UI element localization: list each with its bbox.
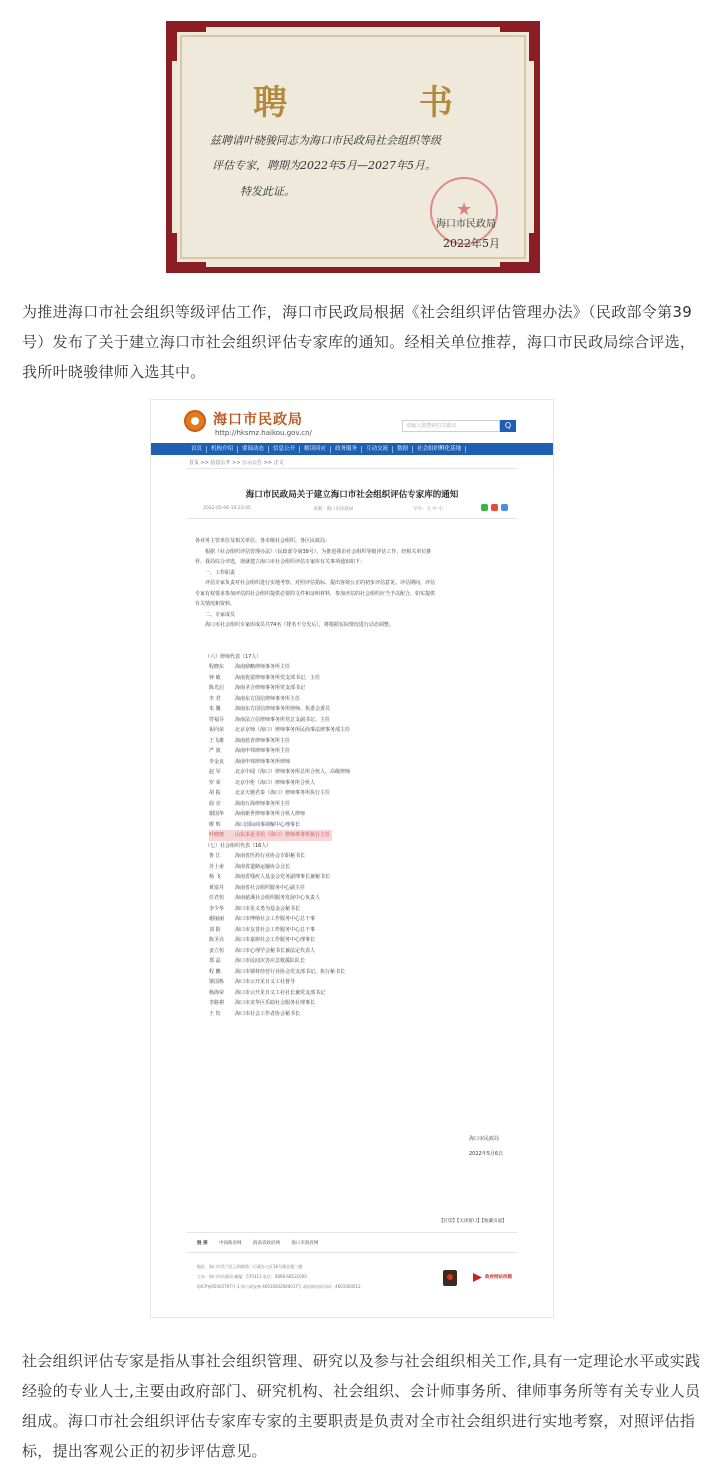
member-entry — [209, 801, 290, 807]
member-row — [195, 799, 513, 810]
member-name: 谢国华 — [209, 811, 225, 817]
member-entry — [209, 916, 315, 922]
member-entry — [209, 706, 330, 712]
member-row — [195, 830, 513, 841]
site-header — [151, 400, 553, 442]
weibo-share-icon[interactable] — [491, 504, 498, 511]
divider — [187, 1252, 517, 1253]
member-name: 陈圣亮 — [209, 937, 225, 943]
member-entry — [209, 948, 315, 954]
member-organization: 海口市见义勇为基金会秘书长 — [235, 905, 301, 912]
nav-item[interactable]: 政务服务 — [331, 446, 362, 453]
certificate-text-line: 兹聘请叶晓骏同志为海口市民政局社会组织等级 — [210, 134, 441, 147]
member-organization: 海南省道路运输协会会长 — [235, 863, 291, 870]
member-row — [195, 673, 513, 684]
member-organization: 海南圣合律师事务所党支部书记 — [235, 685, 306, 691]
member-row — [195, 778, 513, 789]
links-label: 链 接 — [197, 1241, 208, 1246]
notice-title: 海口市民政局关于建立海口市社会组织评估专家库的通知 — [245, 490, 459, 500]
member-row — [195, 988, 513, 999]
member-name: 罗 荣 — [209, 779, 221, 786]
member-organization: 山东求是圣信（海口）律师事务所执行主任 — [235, 832, 331, 838]
certificate-corner-ornament — [500, 233, 534, 267]
member-name: 梁国栋 — [209, 979, 225, 985]
certificate-photo — [166, 21, 540, 273]
member-organization: 海口市钢材经营行业协会党支部书记、执行秘书长 — [235, 968, 346, 975]
member-name: 李路祺 — [209, 1000, 225, 1006]
member-row — [195, 883, 513, 894]
wechat-share-icon[interactable] — [481, 504, 488, 511]
member-organization: 海南东方国信律师事务所律师、执委会委员 — [235, 706, 331, 712]
member-organization: 海南慈溪社会组织服务发展中心负责人 — [235, 895, 321, 901]
member-name: 严 波 — [209, 748, 221, 754]
certificate-paper — [172, 27, 534, 267]
nav-item[interactable]: 信息公开 — [269, 446, 300, 453]
member-entry — [209, 864, 290, 870]
nav-item[interactable]: 社会组织孵化基地 — [413, 446, 466, 453]
member-organization: 海口市社会工作者协会秘书长 — [235, 1010, 301, 1017]
member-entry — [209, 1011, 300, 1017]
member-entry — [209, 822, 300, 828]
member-name: 王 钰 — [209, 1010, 221, 1017]
divider — [187, 518, 517, 519]
member-entry — [209, 937, 315, 943]
member-name: 赵 军 — [209, 769, 221, 775]
member-organization: 海南申邦律师事务所律师 — [235, 758, 291, 765]
divider — [187, 1232, 517, 1233]
member-name: 叶晓骏 — [209, 832, 225, 838]
site-name: 海口市民政局 — [213, 412, 303, 428]
member-name: 谢丽丽 — [209, 916, 225, 922]
member-row — [195, 704, 513, 715]
member-entry — [209, 895, 320, 901]
member-name: 祝向荣 — [209, 727, 225, 733]
member-name: 郑 晶 — [209, 958, 221, 964]
nav-item[interactable]: 数据 — [393, 446, 413, 453]
certificate-date: 2022年5月 — [443, 237, 500, 250]
member-entry — [209, 664, 290, 670]
highlighted-member — [209, 830, 332, 841]
member-entry — [209, 906, 300, 912]
member-entry — [209, 717, 330, 723]
spacer — [195, 631, 513, 652]
member-organization: 海南优富律师事务所党支部书记、主任 — [235, 674, 321, 681]
member-entry — [209, 990, 325, 996]
certificate-corner-ornament — [500, 27, 534, 61]
member-organization: 海口市民间灾害应急救援队队长 — [235, 958, 306, 964]
body-line: 有关情况和资料。 — [195, 601, 236, 607]
member-name: 李少华 — [209, 905, 225, 912]
member-name: 李 君 — [209, 695, 221, 702]
certificate-text-line: 特发此证。 — [240, 185, 295, 198]
member-organization: 海南省社会组织服务中心副主任 — [235, 884, 306, 891]
member-row — [195, 725, 513, 736]
member-organization: 海口市心理学会秘书长兼法定代表人 — [235, 947, 316, 954]
member-organization: 海南蓝青律师事务所主任 — [235, 737, 291, 744]
member-row — [195, 893, 513, 904]
member-name: 符福芬 — [209, 716, 225, 723]
member-organization: 海口市嘉树社会工作服务中心理事长 — [235, 937, 316, 943]
member-organization: 海南新世律师事务所合伙人律师 — [235, 811, 306, 817]
site-url: http://hksmz.haikou.gov.cn/ — [215, 429, 312, 437]
footer-actions[interactable]: 【打印】【关闭窗口】【收藏页面】 — [439, 1219, 507, 1224]
member-row — [195, 757, 513, 768]
member-name: 杨 飞 — [209, 874, 221, 880]
member-entry — [209, 790, 330, 796]
member-name: 李金良 — [209, 758, 225, 765]
member-name: 姜立恒 — [209, 947, 225, 954]
member-name: 程 鹏 — [209, 968, 221, 975]
qq-share-icon[interactable] — [501, 504, 508, 511]
member-name: 任君恒 — [209, 895, 225, 901]
footer-organizer: 主办：海口市民政局 邮编：570311 电话：0898-68531000 — [197, 1274, 307, 1279]
member-row — [195, 956, 513, 967]
member-name: 鲁 江 — [209, 853, 221, 859]
link-item[interactable]: 海南省政府网 — [252, 1241, 280, 1246]
member-organization: 海南东方国信律师事务所主任 — [235, 695, 301, 702]
member-organization: 海南法立信律师事务所党总支副书记、主任 — [235, 716, 331, 723]
member-organization: 海南省医药行业协会专职秘书长 — [235, 853, 306, 859]
member-entry — [209, 759, 290, 765]
member-entry — [209, 927, 315, 933]
member-row — [195, 925, 513, 936]
member-entry — [209, 979, 295, 985]
member-row — [195, 872, 513, 883]
member-row — [195, 1009, 513, 1020]
member-entry — [209, 780, 315, 786]
member-row — [195, 904, 513, 915]
friendly-links — [197, 1240, 318, 1246]
member-row — [195, 914, 513, 925]
nav-item[interactable]: 机构介绍 — [207, 446, 238, 453]
member-row — [195, 977, 513, 988]
member-name: 苏士甫 — [209, 863, 225, 870]
member-row — [195, 683, 513, 694]
member-row — [195, 967, 513, 978]
certificate-text-line: 评估专家，聘期为2022年5月—2027年5月。 — [212, 159, 436, 172]
member-row — [195, 935, 513, 946]
party-government-badge-icon[interactable] — [443, 1270, 457, 1286]
member-organization: 海口市龙华区乐助社会服务社理事长 — [235, 1000, 316, 1006]
font-size-controls[interactable]: 字号：大 中 小 — [413, 507, 443, 512]
member-organization: 海南省残疾人基金会党务副理事长兼秘书长 — [235, 874, 331, 880]
member-organization: 海南鼎略律师事务所主任 — [235, 664, 291, 670]
member-name: 杨海荣 — [209, 989, 225, 996]
member-organization: 北京京师（海口）律师事务所民商事法律事务部主任 — [235, 727, 351, 733]
member-organization: 海口市友善社会工作服务中心总干事 — [235, 926, 316, 933]
body-line: 评估专家负责对社会组织进行实地考察、对照评估指标、提出客观公正的初步评估意见。评估期间，评估 — [205, 580, 436, 586]
social-org-list — [195, 851, 513, 1019]
body-line: 专家有权要求参加评估的社会组织提供必要的文件和证明材料，参加评估的社会组织应当予以配合，如实提供 — [195, 590, 436, 597]
article-paragraph-explanation: 社会组织评估专家是指从事社会组织管理、研究以及参与社会组织相关工作,具有一定理论水平或实践经验的专业人士,主要由政府部门、研究机构、社会组织、会计师事务所、律师事务所等有关专业人员组成。海口市社会组织评估专家库专家的主要职责是负责对全市社会组织进行实地考察，对照评估指标，提出客观公正的初步评估意见。 — [22, 1352, 701, 1460]
member-row — [195, 788, 513, 799]
member-name: 陈光启 — [209, 685, 225, 691]
member-entry — [209, 675, 320, 681]
section-heading: 二、专家成员 — [205, 611, 236, 618]
nav-item[interactable]: 要闻动态 — [238, 446, 269, 453]
member-entry — [209, 874, 330, 880]
divider — [187, 468, 517, 469]
member-entry — [209, 958, 305, 964]
member-row — [195, 946, 513, 957]
nav-item[interactable]: 解读回应 — [300, 446, 331, 453]
member-name: 钟 敏 — [209, 674, 221, 681]
main-nav — [151, 443, 553, 455]
certificate-issuer: 海口市民政局 — [436, 219, 496, 230]
notice-source: 来源：海口市民政局 — [313, 507, 354, 512]
member-entry — [209, 1000, 315, 1006]
member-organization: 北京中闻（海口）律师事务所总所合伙人、高级律师 — [235, 769, 351, 775]
certificate-corner-ornament — [172, 233, 206, 267]
member-entry — [209, 853, 305, 859]
member-row — [195, 998, 513, 1009]
body-line: 荐、我局综合评选，现就建立海口市社会组织评估专家库有关事项通知如下： — [195, 559, 366, 565]
certificate-title: 聘 书 — [253, 83, 513, 123]
search-button[interactable]: Q — [500, 420, 516, 432]
member-entry — [209, 811, 305, 817]
member-entry — [209, 885, 305, 891]
member-row — [195, 694, 513, 705]
member-row — [195, 862, 513, 873]
member-name: 缪 辉 — [209, 821, 221, 828]
member-name: 胡 振 — [209, 790, 221, 796]
member-row — [195, 715, 513, 726]
member-row — [195, 736, 513, 747]
member-row — [195, 809, 513, 820]
member-organization: 海口市云开见日义工社督导 — [235, 979, 296, 985]
member-entry — [209, 696, 300, 702]
member-entry — [209, 748, 290, 754]
section-heading: 一、工作职责 — [205, 569, 236, 576]
member-name: 程晓东 — [209, 664, 225, 670]
member-organization: 海口国际商事调解中心理事长 — [235, 821, 301, 828]
member-entry — [209, 727, 350, 733]
group-heading: （七）社会组织代表（16人） — [205, 842, 272, 849]
footer-address: 地址：海口市美兰区云海路第二行政办公区16号楼北楼三楼 — [197, 1264, 303, 1269]
member-organization: 北京天驰君泰（海口）律师事务所执行主任 — [235, 790, 331, 796]
gov-site-error-badge[interactable]: 政府网站找错 — [473, 1272, 513, 1284]
notice-date: 2022-05-06 10:23:45 — [203, 506, 251, 511]
member-row — [195, 820, 513, 831]
body-line: 根据《社会组织评估管理办法》（民政部令第39号），为推进我市社会组织等级评估工作，经相关单位推 — [205, 548, 432, 555]
member-row — [195, 746, 513, 757]
member-entry — [209, 685, 305, 691]
member-name: 朱 馨 — [209, 706, 221, 712]
lawyer-list — [195, 662, 513, 841]
member-name: 刘 阳 — [209, 926, 221, 933]
link-item[interactable]: 海口市政府网 — [291, 1241, 319, 1246]
member-entry — [209, 969, 345, 975]
member-organization: 海南万海律师事务所主任 — [235, 800, 291, 807]
member-row — [195, 851, 513, 862]
body-line: 海口市社会组织专家库成员共74名（排名不分先后），将根据实际情况进行动态调整。 — [205, 622, 394, 628]
search-input[interactable]: 请输入要搜索的关键词 — [402, 420, 500, 432]
signing-date: 2022年5月6日 — [469, 1151, 504, 1157]
nav-item[interactable]: 互动交流 — [362, 446, 393, 453]
member-name: 黄富丹 — [209, 884, 225, 891]
salutation: 各业务主管单位及相关单位、各市级社会组织、各区民政局： — [195, 538, 331, 544]
group-heading: （六）律师代表（17人） — [205, 653, 262, 660]
member-organization: 海南申邦律师事务所主任 — [235, 748, 291, 754]
member-organization: 北京中伦（海口）律师事务所合伙人 — [235, 779, 316, 786]
certificate-corner-ornament — [172, 27, 206, 61]
member-row — [195, 767, 513, 778]
notice-body — [195, 536, 513, 1019]
member-row — [195, 662, 513, 673]
member-entry — [209, 769, 350, 775]
breadcrumb: 首页 >> 信息公开 >> 公示公告 >> 正文 — [189, 460, 284, 466]
site-logo-icon — [184, 410, 206, 432]
link-item[interactable]: 中国政府网 — [219, 1241, 242, 1246]
member-name: 王飞雄 — [209, 737, 225, 744]
member-organization: 海口市博纳社会工作服务中心总干事 — [235, 916, 316, 922]
member-organization: 海口市云开见日义工社社长兼党支部书记 — [235, 989, 326, 996]
member-entry — [209, 738, 290, 744]
signing-organization: 海口市民政局 — [469, 1136, 500, 1142]
article-paragraph-intro: 为推进海口市社会组织等级评估工作，海口市民政局根据《社会组织评估管理办法》（民政部令第39号）发布了关于建立海口市社会组织评估专家库的通知。经相关单位推荐，海口市民政局综合评选，我所叶晓骏律师入选其中。 — [22, 303, 696, 381]
member-name: 曲 亮 — [209, 800, 221, 807]
government-notice-screenshot — [151, 400, 553, 1317]
nav-item[interactable]: 首页 — [187, 446, 207, 453]
footer-registration: 琼ICP备05002797号-1 琼公网安备 46010502000017号 政府网站标识码：4601000012 — [197, 1284, 361, 1289]
